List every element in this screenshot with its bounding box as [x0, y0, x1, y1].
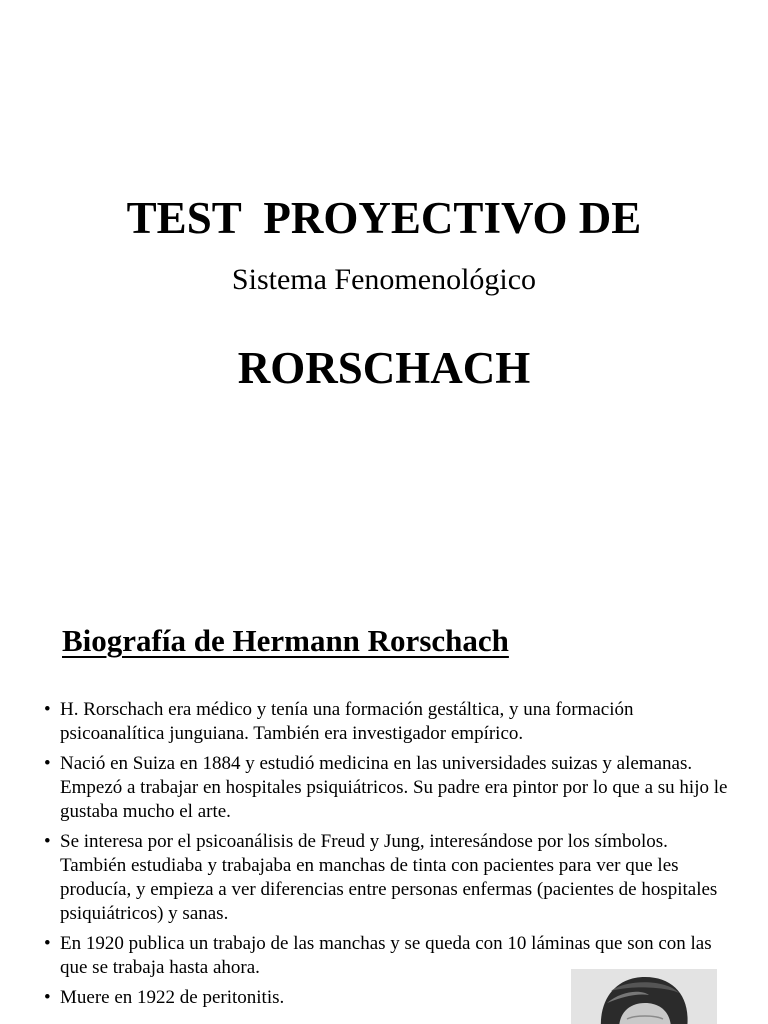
- slide-title-line-1: TEST PROYECTIVO DE: [126, 193, 642, 243]
- bullet-item-2: [38, 752, 728, 824]
- portrait-photo: [571, 969, 717, 1024]
- portrait-photo-image: [571, 969, 717, 1024]
- biography-slide: [0, 600, 768, 1024]
- bullet-item-3: [38, 830, 728, 926]
- bullet-text: Muere en 1922 de peritonitis.: [60, 987, 285, 1008]
- slide-title-line-2: RORSCHACH: [237, 343, 531, 393]
- bullet-text: H. Rorschach era médico y tenía una formación gestáltica, y una formación psicoanalítica junguiana. También era investigador empírico.: [60, 699, 634, 744]
- bullet-item-1: [38, 698, 728, 746]
- bullet-marker: •: [44, 831, 51, 852]
- bullet-text: En 1920 publica un trabajo de las manchas y se queda con 10 láminas que son con las que se trabaja hasta ahora.: [60, 933, 712, 978]
- bullet-marker: •: [44, 753, 51, 774]
- bullet-marker: •: [44, 987, 51, 1008]
- bullet-marker: •: [44, 699, 51, 720]
- slide-subtitle: Sistema Fenomenológico: [231, 263, 537, 296]
- biography-heading: Biografía de Hermann Rorschach: [62, 623, 509, 658]
- bullet-marker: •: [44, 933, 51, 954]
- bullet-text: Nació en Suiza en 1884 y estudió medicina en las universidades suizas y alemanas. Empezó a trabajar en hospitales psiquiátricos. Su padre era pintor por lo que a su hijo le gustaba mucho el arte.: [60, 753, 728, 822]
- bullet-text: Se interesa por el psicoanálisis de Freud y Jung, interesándose por los símbolos. También estudiaba y trabajaba en manchas de tinta con pacientes para ver que les producía, y empieza a ver diferencias entre personas enfermas (pacientes de hospitales psiquiátricos) y sanas.: [60, 831, 718, 924]
